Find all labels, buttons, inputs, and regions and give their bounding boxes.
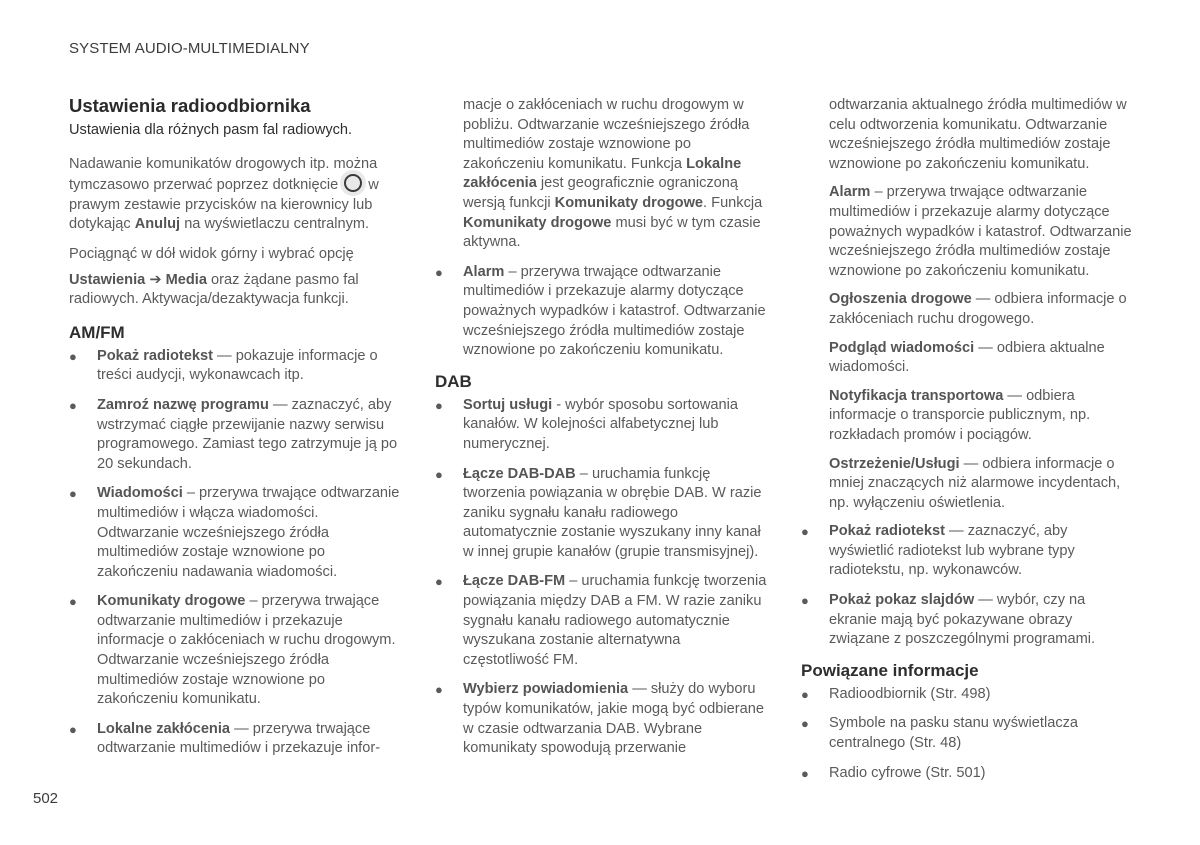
paragraph-instruction: Pociągnąć w dół widok górny i wybrać opcję [69, 245, 354, 262]
media-term: Media [165, 271, 207, 288]
item-text: – przerywa trwające odtwarzanie multimediów i przekazuje alarmy dotyczące poważnych wypadków i katastrof. Odtwarzanie wcześniejszego źródła multimediów zostaje wznowione po zakończeniu komunikatu. [463, 263, 766, 359]
item-term: Komunikaty drogowe [97, 593, 246, 610]
related-link[interactable] [801, 764, 1136, 784]
paragraph-text: macje o zakłóceniach w ruchu drogowym w pobliżu. Odtwarzanie wcześniejszego źródła multimediów zostaje wznowione po zakończeniu komunikatu. Funkcja [463, 97, 750, 172]
paragraph-text: . Funkcja [703, 194, 763, 211]
list-item [435, 680, 770, 758]
bullet-icon: ● [69, 348, 77, 364]
column-2 [435, 96, 770, 769]
column-3 [801, 96, 1136, 793]
sub-item [829, 455, 1136, 514]
list-item [435, 263, 770, 361]
bullet-icon: ● [801, 593, 809, 609]
item-term: Podgląd wiadomości [829, 339, 975, 356]
item-term: Zamroź nazwę programu [97, 396, 269, 413]
item-term: Komunikaty drogowe [463, 214, 612, 231]
dab-list [435, 396, 770, 759]
bullet-icon: ● [69, 486, 77, 502]
item-text: — zaznaczyć, aby wyświetlić radiotekst lub wybrane typy radiotekstu, np. wykonawców. [829, 523, 1075, 579]
sub-item [829, 290, 1136, 329]
bullet-icon: ● [435, 682, 443, 698]
list-item [69, 592, 404, 710]
paragraph-interrupt [69, 155, 404, 235]
bullet-icon: ● [801, 686, 809, 702]
item-text: - wybór sposobu sortowania kanałów. W kolejności alfabetycznej lub numerycznej. [463, 396, 738, 452]
item-term: Alarm [463, 263, 505, 280]
item-text: — odbiera informacje o zakłóceniach ruchu drogowego. [829, 291, 1127, 327]
list-item [69, 396, 404, 474]
bullet-icon: ● [801, 765, 809, 781]
continued-paragraph: odtwarzania aktualnego źródła multimediów w celu odtworzenia komunikatu. Odtwarzanie wcześniejszego źródła multimediów zostaje wznowione po zakończeniu komunikatu. [829, 97, 1127, 172]
item-text: — przerywa trwające odtwarzanie multimediów i przekazuje infor- [97, 720, 381, 757]
item-term: Pokaż radiotekst [97, 347, 213, 364]
list-item [69, 347, 404, 386]
amfm-heading: AM/FM [69, 322, 125, 342]
bullet-icon: ● [69, 721, 77, 737]
anuluj-term: Anuluj [134, 216, 181, 233]
list-item [435, 465, 770, 563]
dab-heading: DAB [435, 371, 472, 391]
column-1 [69, 94, 404, 769]
item-text: — zaznaczyć, aby wstrzymać ciągłe przewijanie nazwy serwisu programowego. Zamiast tego zatrzymuje ją po 20 sekundach. [97, 396, 398, 472]
list-item [801, 522, 1136, 581]
paragraph-text: Nadawanie komunikatów drogowych itp. można tymczasowo przerwać poprzez dotknięcie [69, 155, 378, 194]
amfm-list [69, 347, 404, 759]
item-text: — wybór, czy na ekranie mają być pokazywane obrazy związane z poszczególnymi programami. [829, 592, 1096, 648]
item-text: — służy do wyboru typów komunikatów, jakie mogą być odbierane w czasie odtwarzania DAB. Wybrane komunikaty spowodują przerwanie [463, 681, 764, 757]
item-term: Pokaż radiotekst [829, 523, 945, 540]
item-text: – przerywa trwające odtwarzanie multimediów i przekazuje informacje o zakłóceniach w ruchu drogowym. Odtwarzanie wcześniejszego źródła multimediów zostaje wznowione po zakończeniu komunikatu. [97, 593, 396, 708]
related-list [801, 685, 1136, 783]
item-term: Łącze DAB-FM [463, 573, 566, 590]
item-term: Sortuj usługi [463, 396, 553, 413]
item-term: Notyfikacja transportowa [829, 387, 1004, 404]
paragraph-text: musi być w tym czasie aktywna. [463, 214, 761, 251]
item-term: Ostrzeżenie/Usługi [829, 455, 960, 472]
paragraph-text: oraz żądane pasmo fal radiowych. Aktywacja/dezaktywacja funkcji. [69, 271, 359, 308]
settings-term: Ustawienia [69, 271, 146, 288]
bullet-icon: ● [801, 716, 809, 732]
item-term: Pokaż pokaz slajdów [829, 592, 975, 609]
item-text: – przerywa trwające odtwarzanie multimediów i włącza wiadomości. Odtwarzanie wcześniejszego źródła multimediów zostaje wznowione po zakończeniu nadawania wiadomości. [97, 485, 400, 580]
page-number: 502 [33, 790, 59, 807]
item-term: Komunikaty drogowe [554, 194, 704, 211]
bullet-icon: ● [435, 264, 443, 280]
list-item [801, 591, 1136, 650]
item-text: – przerywa trwające odtwarzanie multimediów i przekazuje alarmy dotyczące poważnych wypadków i katastrof. Odtwarzanie wcześniejszego źródła multimediów zostaje wznowione po zakończeniu komunikatu. [829, 184, 1132, 279]
item-term: Wybierz powiadomienia [463, 681, 629, 698]
item-text: – uruchamia funkcję tworzenia powiązania w obrębie DAB. W razie zaniku sygnału kanału radiowego automatycznie zostanie wyszukany inny kanał w innej grupie kanałów (grupie transmisyjnej). [463, 465, 762, 560]
bullet-icon: ● [69, 397, 77, 413]
item-text: — odbiera informacje o transporcie publicznym, np. rozkładach promów i pociągów. [829, 387, 1091, 443]
section-subtitle: Ustawienia dla różnych pasm fal radiowych. [69, 122, 353, 138]
item-text: — odbiera aktualne wiadomości. [829, 339, 1105, 376]
item-term: Alarm [829, 184, 871, 201]
item-term: Ogłoszenia drogowe [829, 291, 972, 308]
paragraph-text: w prawym zestawie przycisków na kierownicy lub dotykając [69, 177, 379, 233]
related-link-text[interactable]: Radioodbiornik (Str. 498) [829, 685, 991, 702]
sub-item [829, 183, 1136, 281]
list-item [69, 484, 404, 582]
paragraph-path [69, 271, 404, 310]
list-item [435, 396, 770, 455]
section-title: Ustawienia radioodbiornika [69, 95, 311, 116]
bullet-icon: ● [435, 397, 443, 413]
options-list [801, 522, 1136, 650]
item-term: Wiadomości [97, 485, 183, 502]
related-heading: Powiązane informacje [801, 660, 979, 680]
bullet-icon: ● [801, 524, 809, 540]
continued-paragraph [463, 96, 770, 253]
item-text: — pokazuje informacje o treści audycji, wykonawcach itp. [97, 347, 378, 384]
related-link[interactable] [801, 685, 1136, 705]
sub-item [829, 387, 1136, 446]
item-term: Lokalne zakłócenia [463, 155, 742, 192]
item-term: Lokalne zakłócenia [97, 720, 231, 737]
sub-item [829, 339, 1136, 378]
steering-wheel-button-icon [344, 174, 362, 192]
bullet-icon: ● [435, 466, 443, 482]
related-link-text[interactable]: Radio cyfrowe (Str. 501) [829, 764, 986, 781]
arrow-right-icon: ➔ [149, 271, 162, 288]
paragraph-text: na wyświetlaczu centralnym. [184, 216, 370, 233]
alarm-list [435, 263, 770, 361]
item-text: — odbiera informacje o mniej znaczących niż alarmowe incydentach, np. wyłączeniu oświetlenia. [829, 455, 1121, 511]
related-link[interactable] [801, 714, 1136, 753]
item-text: – uruchamia funkcję tworzenia powiązania między DAB a FM. W razie zaniku sygnału kanału radiowego automatycznie wyszukana zostanie alternatywna częstotliwość FM. [463, 573, 767, 668]
list-item [69, 720, 404, 759]
bullet-icon: ● [435, 574, 443, 590]
list-item [435, 572, 770, 670]
page-header: SYSTEM AUDIO-MULTIMEDIALNY [69, 40, 310, 57]
related-link-text[interactable]: Symbole na pasku stanu wyświetlacza centralnego (Str. 48) [829, 715, 1079, 752]
paragraph-text: jest geograficznie ograniczoną wersją funkcji [463, 175, 739, 211]
bullet-icon: ● [69, 594, 77, 610]
item-term: Łącze DAB-DAB [463, 465, 576, 482]
